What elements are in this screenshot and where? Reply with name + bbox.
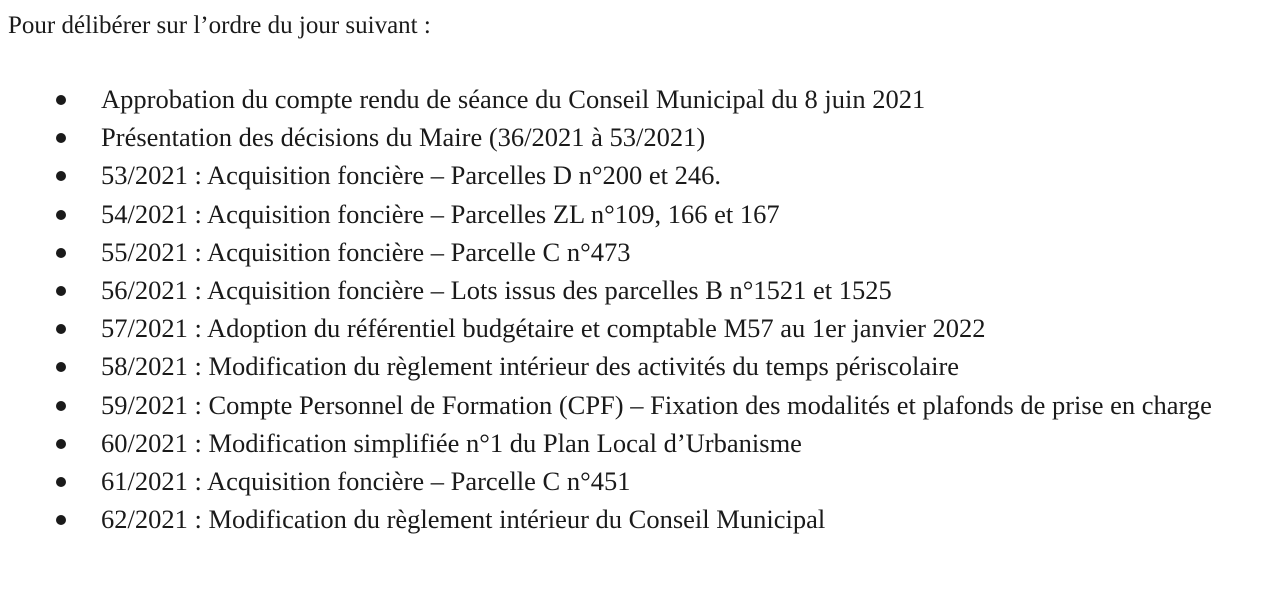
agenda-item-text: 57/2021 : Adoption du référentiel budgétaire et comptable M57 au 1er janvier 2022 — [101, 313, 986, 344]
bullet-icon — [56, 286, 66, 296]
agenda-item-text: 62/2021 : Modification du règlement intérieur du Conseil Municipal — [101, 504, 826, 535]
agenda-item — [0, 386, 1267, 424]
bullet-icon — [56, 95, 66, 105]
agenda-item-text: Présentation des décisions du Maire (36/2021 à 53/2021) — [101, 122, 706, 153]
agenda-item — [0, 80, 1267, 118]
agenda-list — [0, 80, 1267, 538]
agenda-item-text: 55/2021 : Acquisition foncière – Parcelle C n°473 — [101, 236, 631, 267]
bullet-icon — [56, 477, 66, 487]
agenda-item — [0, 118, 1267, 156]
agenda-item — [0, 195, 1267, 233]
bullet-icon — [56, 362, 66, 372]
bullet-icon — [56, 210, 66, 220]
bullet-icon — [56, 248, 66, 258]
bullet-icon — [56, 324, 66, 334]
agenda-item-text: 60/2021 : Modification simplifiée n°1 du Plan Local d’Urbanisme — [101, 427, 802, 458]
agenda-item — [0, 500, 1267, 538]
agenda-item — [0, 233, 1267, 271]
agenda-item — [0, 462, 1267, 500]
agenda-item — [0, 424, 1267, 462]
bullet-icon — [56, 515, 66, 525]
agenda-item-text: 54/2021 : Acquisition foncière – Parcelles ZL n°109, 166 et 167 — [101, 198, 780, 229]
bullet-icon — [56, 439, 66, 449]
bullet-icon — [56, 171, 66, 181]
agenda-item — [0, 156, 1267, 194]
agenda-item — [0, 271, 1267, 309]
agenda-item-text: 61/2021 : Acquisition foncière – Parcelle C n°451 — [101, 466, 631, 497]
agenda-item-text: 53/2021 : Acquisition foncière – Parcelles D n°200 et 246. — [101, 160, 721, 191]
agenda-item-text: 59/2021 : Compte Personnel de Formation (CPF) – Fixation des modalités et plafonds de prise en charge — [101, 389, 1212, 420]
agenda-item-text: 56/2021 : Acquisition foncière – Lots issus des parcelles B n°1521 et 1525 — [101, 275, 892, 306]
agenda-item — [0, 347, 1267, 385]
agenda-item — [0, 309, 1267, 347]
agenda-item-text: 58/2021 : Modification du règlement intérieur des activités du temps périscolaire — [101, 351, 960, 382]
intro-text: Pour délibérer sur l’ordre du jour suivant : — [8, 12, 431, 39]
agenda-item-text: Approbation du compte rendu de séance du Conseil Municipal du 8 juin 2021 — [101, 84, 926, 114]
bullet-icon — [56, 401, 66, 411]
bullet-icon — [56, 133, 66, 143]
